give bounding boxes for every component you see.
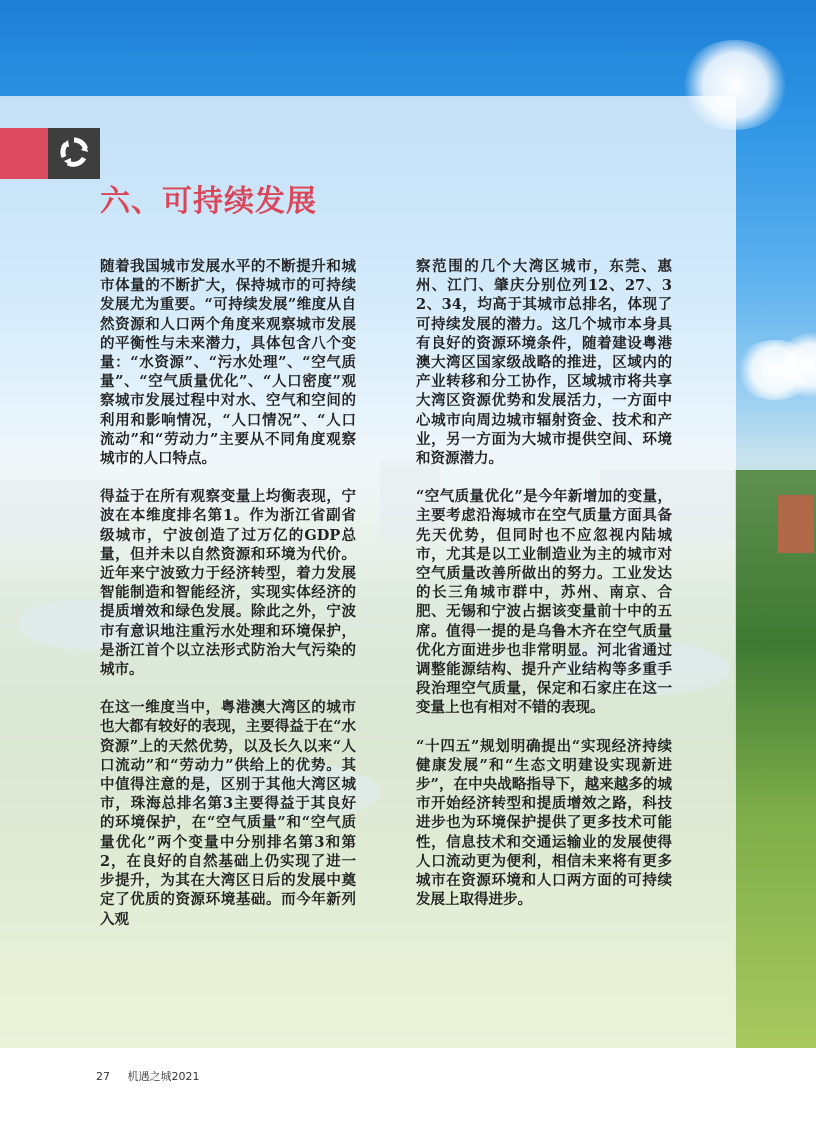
publication-name: 机遇之城2021	[127, 1070, 200, 1083]
paragraph: “空气质量优化”是今年新增加的变量，主要考虑沿海城市在空气质量方面具备先天优势，但同时也不应忽视内陆城市，尤其是以工业制造业为主的城市对空气质量改善所做出的努力。工业发达的长三角城市群中，苏州、南京、合肥、无锡和宁波占据该变量前十中的五席。值得一提的是乌鲁木齐在空气质量优化方面进步也非常明显。河北省通过调整能源结构、提升产业结构等多重手段治理空气质量，保定和石家庄在这一变量上也有相对不错的表现。	[416, 488, 672, 717]
paragraph: 随着我国城市发展水平的不断提升和城市体量的不断扩大，保持城市的可持续发展尤为重要。“可持续发展”维度从自然资源和人口两个角度来观察城市发展的平衡性与未来潜力，具体包含八个变量：“水资源”、“污水处理”、“空气质量”、“空气质量优化”、“人口密度”观察城市发展过程中对水、空气和空间的利用和影响情况，“人口情况”、“人口流动”和“劳动力”主要从不同角度观察城市的人口特点。	[100, 258, 356, 468]
section-icon-tab	[48, 128, 100, 179]
paragraph: “十四五”规划明确提出“实现经济持续健康发展”和“生态文明建设实现新进步”，在中央战略指导下，越来越多的城市开始经济转型和提质增效之路，科技进步也为环境保护提供了更多技术可能性，信息技术和交通运输业的发展使得人口流动更为便利，相信未来将有更多城市在资源环境和人口两方面的可持续发展上取得进步。	[416, 737, 672, 909]
tower-building	[778, 495, 814, 553]
text-column-left	[100, 257, 356, 948]
page-number: 27	[96, 1070, 110, 1083]
text-column-right	[416, 257, 672, 929]
paragraph: 在这一维度当中，粤港澳大湾区的城市也大都有较好的表现，主要得益于在“水资源”上的天然优势，以及长久以来“人口流动”和“劳动力”供给上的优势。其中值得注意的是，区别于其他大湾区城市，珠海总排名第3主要得益于其良好的环境保护，在“空气质量”和“空气质量优化”两个变量中分别排名第3和第2，在良好的自然基础上仍实现了进一步提升，为其在大湾区日后的发展中奠定了优质的资源环境基础。而今年新列入观	[100, 699, 356, 928]
section-color-tab	[0, 128, 48, 179]
green-hill	[735, 470, 816, 1048]
paragraph: 察范围的几个大湾区城市，东莞、惠州、江门、肇庆分别位列12、27、32、34，均高于其城市总排名，体现了可持续发展的潜力。这几个城市本身具有良好的资源环境条件，随着建设粤港澳大湾区国家级战略的推进，区域内的产业转移和分工协作，区域城市将共享大湾区资源优势和发展活力，一方面中心城市向周边城市辐射资金、技术和产业，另一方面为大城市提供空间、环境和资源潜力。	[416, 258, 672, 468]
recycle-arrows-icon	[57, 135, 91, 173]
section-title: 六、可持续发展	[100, 184, 317, 219]
page-footer	[96, 1068, 200, 1086]
paragraph: 得益于在所有观察变量上均衡表现，宁波在本维度排名第1。作为浙江省副省级城市，宁波创造了过万亿的GDP总量，但并未以自然资源和环境为代价。近年来宁波致力于经济转型，着力发展智能制造和智能经济，实现实体经济的提质增效和绿色发展。除此之外，宁波市有意识地注重污水处理和环境保护，是浙江首个以立法形式防治大气污染的城市。	[100, 488, 356, 679]
